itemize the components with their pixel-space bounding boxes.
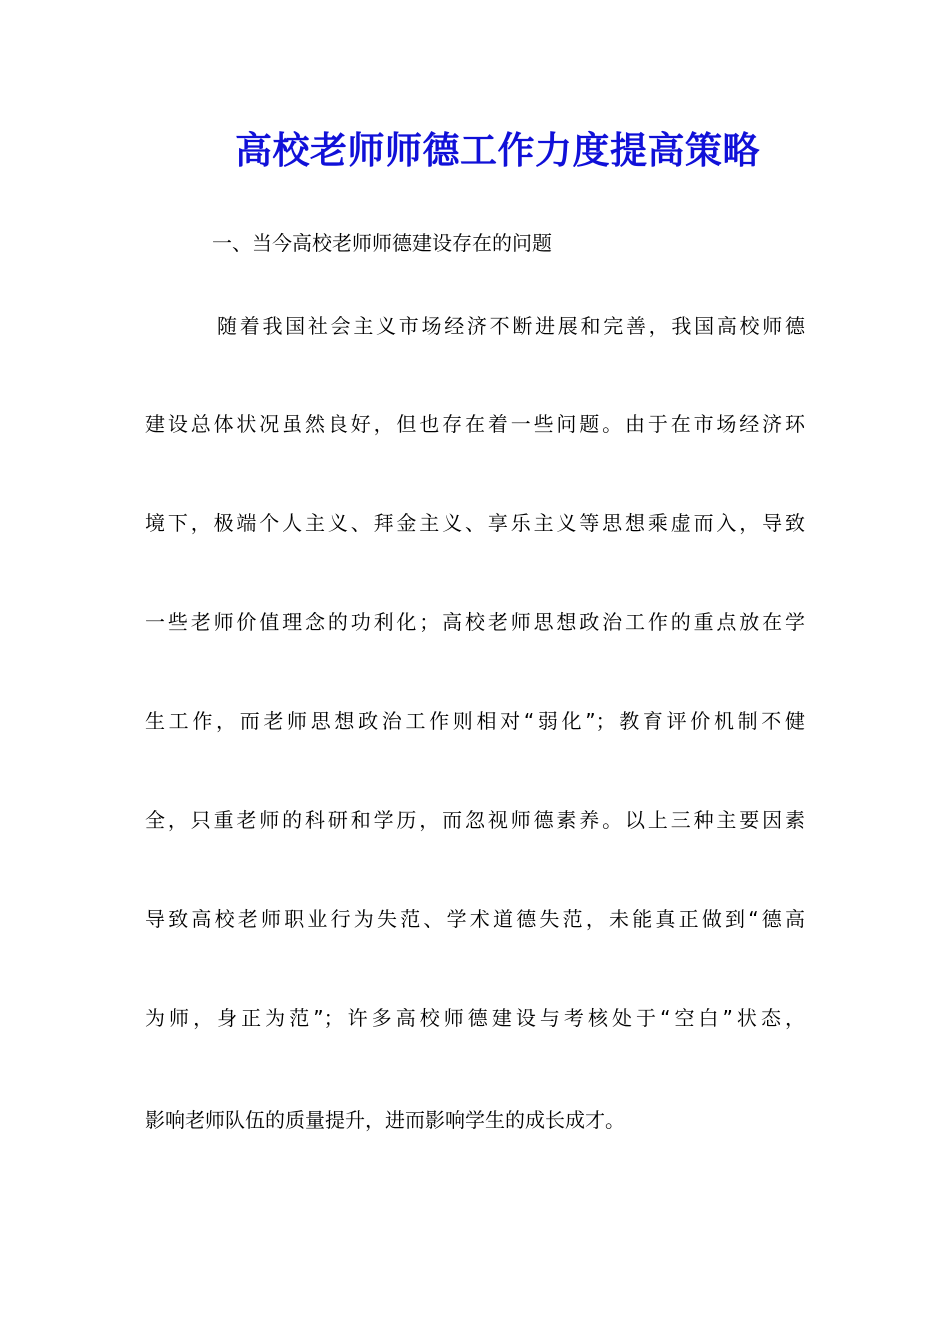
section-heading: 一、当今高校老师师德建设存在的问题 [212,231,552,255]
paragraph-line: 为师，身正为范”；许多高校师德建设与考核处于“空白”状态， [145,1006,805,1030]
paragraph-line: 导致高校老师职业行为失范、学术道德失范，未能真正做到“德高 [145,907,805,931]
paragraph-line: 一些老师价值理念的功利化；高校老师思想政治工作的重点放在学 [145,610,805,634]
document-title: 高校老师师德工作力度提高策略 [235,128,760,172]
paragraph-line: 境下，极端个人主义、拜金主义、享乐主义等思想乘虚而入，导致 [145,511,805,535]
paragraph-line: 建设总体状况虽然良好，但也存在着一些问题。由于在市场经济环 [145,412,805,436]
paragraph-line: 随着我国社会主义市场经济不断进展和完善，我国高校师德 [217,314,805,338]
paragraph-line: 生工作，而老师思想政治工作则相对“弱化”；教育评价机制不健 [145,709,805,733]
paragraph-line: 影响老师队伍的质量提升，进而影响学生的成长成才。 [145,1108,625,1132]
paragraph-line: 全，只重老师的科研和学历，而忽视师德素养。以上三种主要因素 [145,808,805,832]
